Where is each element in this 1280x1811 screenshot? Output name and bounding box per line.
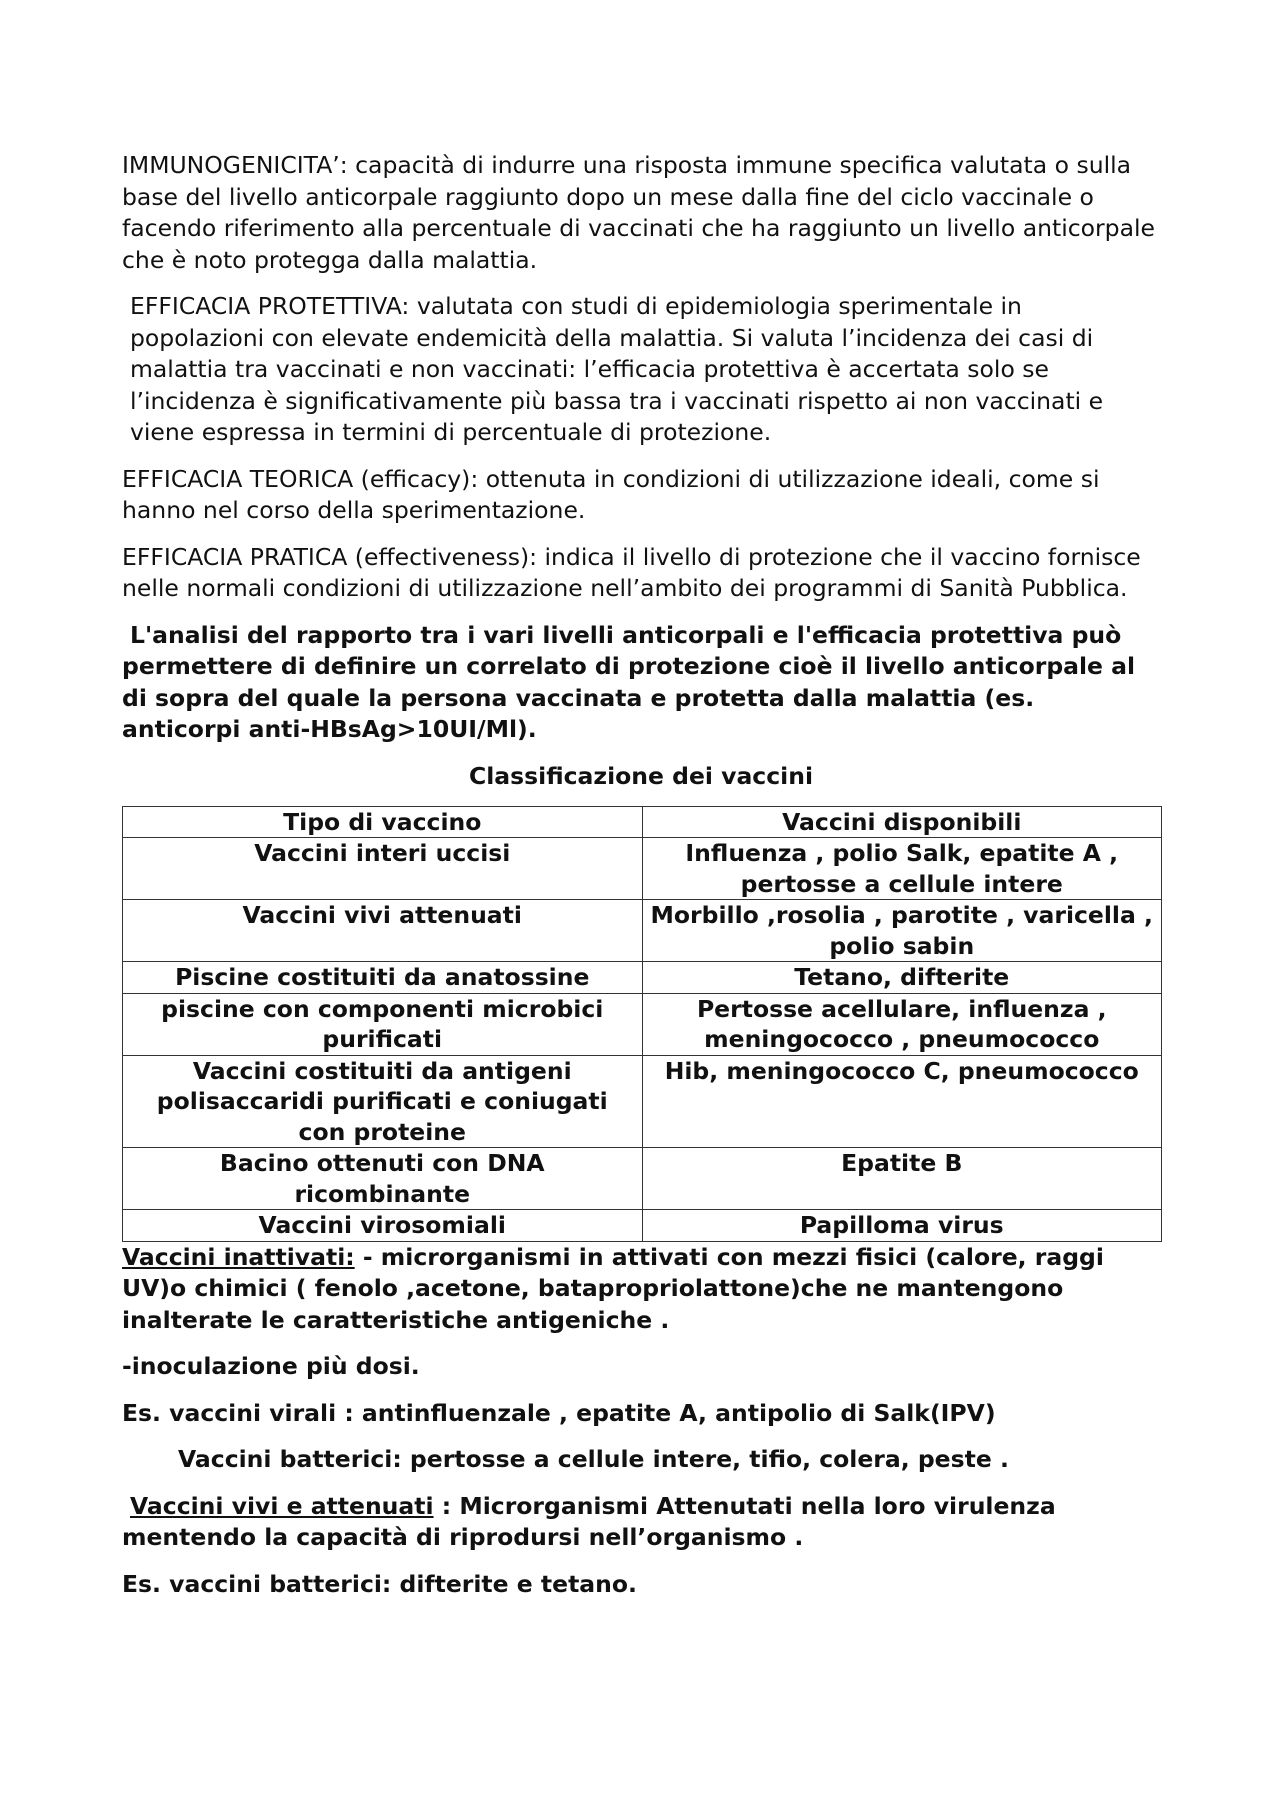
table-header-cell: Tipo di vaccino: [123, 806, 643, 838]
paragraph-efficacia-teorica: EFFICACIA TEORICA (efficacy): ottenuta in condizioni di utilizzazione ideali, come si hanno nel corso della sperimentazione.: [122, 464, 1100, 524]
paragraph-vivi: [122, 1491, 1160, 1554]
table-row: [123, 838, 1162, 900]
table-header-row: [123, 806, 1162, 838]
table-cell-tipo: Piscine costituiti da anatossine: [123, 962, 643, 994]
table-header-cell: Vaccini disponibili: [642, 806, 1162, 838]
table-cell-tipo: Vaccini virosomiali: [123, 1210, 643, 1242]
table-cell-tipo: Vaccini costituiti da antigeni polisaccaridi purificati e coniugati con proteine: [123, 1055, 643, 1148]
paragraph-immunogenicita: IMMUNOGENICITA’: capacità di indurre una risposta immune specifica valutata o sulla base del livello anticorpale raggiunto dopo un mese dalla fine del ciclo vaccinale o facendo riferimento alla percentuale di vaccinati che ha raggiunto un livello anticorpale che è noto protegga dalla malattia.: [122, 151, 1155, 274]
table-cell-tipo: Bacino ottenuti con DNA ricombinante: [123, 1148, 643, 1210]
table-cell-disponibili: Epatite B: [642, 1148, 1162, 1210]
paragraph-analisi: L'analisi del rapporto tra i vari livelli anticorpali e l'efficacia protettiva può permettere di definire un correlato di protezione cioè il livello anticorpale al di sopra del quale la persona vaccinata e protetta dalla malattia (es. anticorpi anti-HBsAg>10UI/Ml).: [122, 620, 1136, 743]
table-cell-tipo: Vaccini interi uccisi: [123, 838, 643, 900]
table-row: [123, 900, 1162, 962]
paragraph-efficacia-pratica: EFFICACIA PRATICA (effectiveness): indica il livello di protezione che il vaccino fornisce nelle normali condizioni di utilizzazione nell’ambito dei programmi di Sanità Pubblica.: [122, 542, 1141, 602]
table-cell-tipo: Vaccini vivi attenuati: [123, 900, 643, 962]
vivi-heading: Vaccini vivi e attenuati: [130, 1491, 434, 1520]
paragraph-dosi: -inoculazione più dosi.: [122, 1352, 420, 1380]
paragraph-efficacia-protettiva: EFFICACIA PROTETTIVA: valutata con studi di epidemiologia sperimentale in popolazioni con elevate endemicità della malattia. Si valuta l’incidenza dei casi di malattia tra vaccinati e non vaccinati: l’efficacia protettiva è accertata solo se l’incidenza è significativamente più bassa tra i vaccinati rispetto ai non vaccinati e viene espressa in termini di percentuale di protezione.: [130, 292, 1104, 446]
paragraph-es-virali: Es. vaccini virali : antinfluenzale , epatite A, antipolio di Salk(IPV): [122, 1398, 996, 1427]
table-cell-tipo: piscine con componenti microbici purificati: [123, 993, 643, 1055]
table-cell-disponibili: Tetano, difterite: [642, 962, 1162, 994]
paragraph-vivi-es-batterici: Es. vaccini batterici: difterite e tetano.: [122, 1569, 637, 1598]
table-cell-disponibili: Papilloma virus: [642, 1210, 1162, 1242]
table-caption: Classificazione dei vaccini: [469, 761, 813, 790]
table-row: [123, 1210, 1162, 1242]
table-row: [123, 993, 1162, 1055]
paragraph-es-batterici: Vaccini batterici: pertosse a cellule intere, tifio, colera, peste .: [178, 1445, 1009, 1473]
inattivati-text: - microrganismi in attivati con mezzi fisici (calore, raggi UV)o chimici ( fenolo ,acetone, batapropriolattone)che ne mantengono inalterate le caratteristiche antigeniche .: [122, 1242, 1104, 1334]
paragraph-inattivati: [122, 1242, 1160, 1337]
table-row: [123, 1055, 1162, 1148]
vaccine-classification-table: [122, 806, 1162, 1242]
table-row: [123, 962, 1162, 994]
inattivati-heading: Vaccini inattivati:: [122, 1242, 355, 1271]
table-cell-disponibili: Morbillo ,rosolia , parotite , varicella , polio sabin: [642, 900, 1162, 962]
table-cell-disponibili: Hib, meningococco C, pneumococco: [642, 1055, 1162, 1148]
table-row: [123, 1148, 1162, 1210]
table-cell-disponibili: Pertosse acellulare, influenza , meningococco , pneumococco: [642, 993, 1162, 1055]
table-cell-disponibili: Influenza , polio Salk, epatite A , pertosse a cellule intere: [642, 838, 1162, 900]
vivi-text: : Microrganismi Attenutati nella loro virulenza mentendo la capacità di riprodursi nell’organismo .: [122, 1491, 1056, 1551]
